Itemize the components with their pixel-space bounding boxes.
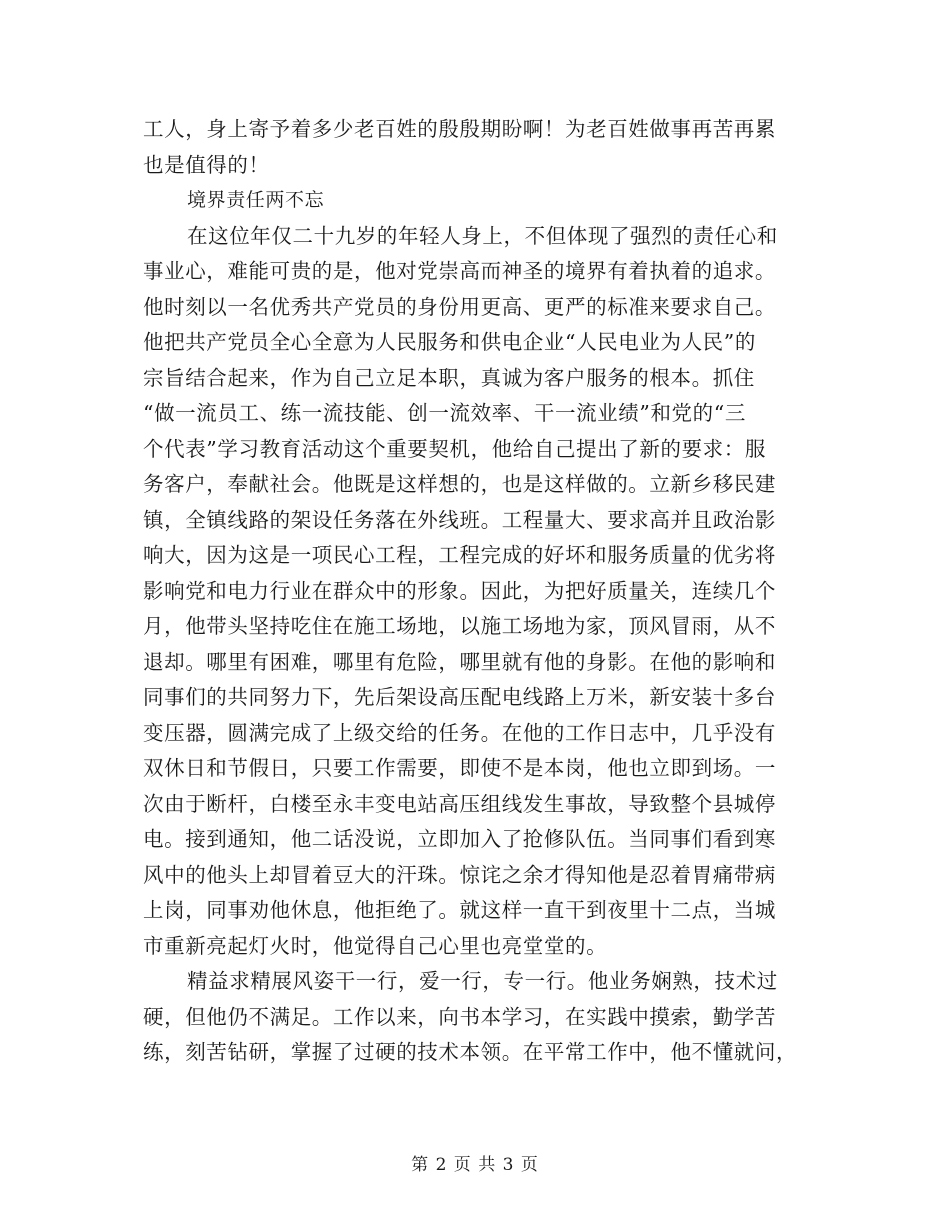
- paragraph-excellence: 精益求精展风姿干一行，爱一行，专一行。他业务娴熟，技术过 硬，但他仍不满足。工作以来，向书本学习，在实践中摸索，勤学苦 练，刻苦钻研，掌握了过硬的技术本领。在平常工作中，他不懂就问，: [143, 969, 798, 1064]
- document-body: [143, 112, 803, 1071]
- page-number-footer: 第 2 页 共 3 页: [411, 1155, 539, 1175]
- paragraph-continuation: 工人，身上寄予着多少老百姓的殷殷期盼啊！为老百姓做事再苦再累 也是值得的！: [143, 117, 776, 177]
- section-heading: 境界责任两不忘: [187, 189, 325, 211]
- paragraph-responsibility: 在这位年仅二十九岁的年轻人身上，不但体现了强烈的责任心和 事业心，难能可贵的是，他对党崇高而神圣的境界有着执着的追求。 他时刻以一名优秀共产党员的身份用更高、更严的标准来要求自己。 他把共产党员全心全意为人民服务和供电企业“人民电业为人民”的 宗旨结合起来，作为自己立足本职，真诚为客户服务的根本。抓住 “做一流员工、练一流技能、创一流效率、干一流业绩”和党的“三 个代表”学习教育活动这个重要契机，他给自己提出了新的要求：服 务客户，奉献社会。他既是这样想的，也是这样做的。立新乡移民建 镇，全镇线路的架设任务落在外线班。工程量大、要求高并且政治影 响大，因为这是一项民心工程，工程完成的好坏和服务质量的优劣将 影响党和电力行业在群众中的形象。因此，为把好质量关，连续几个 月，他带头坚持吃住在施工场地，以施工场地为家，顶风冒雨，从不 退却。哪里有困难，哪里有危险，哪里就有他的身影。在他的影响和 同事们的共同努力下，先后架设高压配电线路上万米，新安装十多台 变压器，圆满完成了上级交给的任务。在他的工作日志中，几乎没有 双休日和节假日，只要工作需要，即使不是本岗，他也立即到场。一 次由于断杆，白楼至永丰变电站高压组线发生事故，导致整个县城停 电。接到通知，他二话没说，立即加入了抢修队伍。当同事们看到寒 风中的他头上却冒着豆大的汗珠。惊诧之余才得知他是忍着胃痛带病 上岗，同事劝他休息，他拒绝了。就这样一直干到夜里十二点，当城 市重新亮起灯火时，他觉得自己心里也亮堂堂的。: [143, 223, 778, 958]
